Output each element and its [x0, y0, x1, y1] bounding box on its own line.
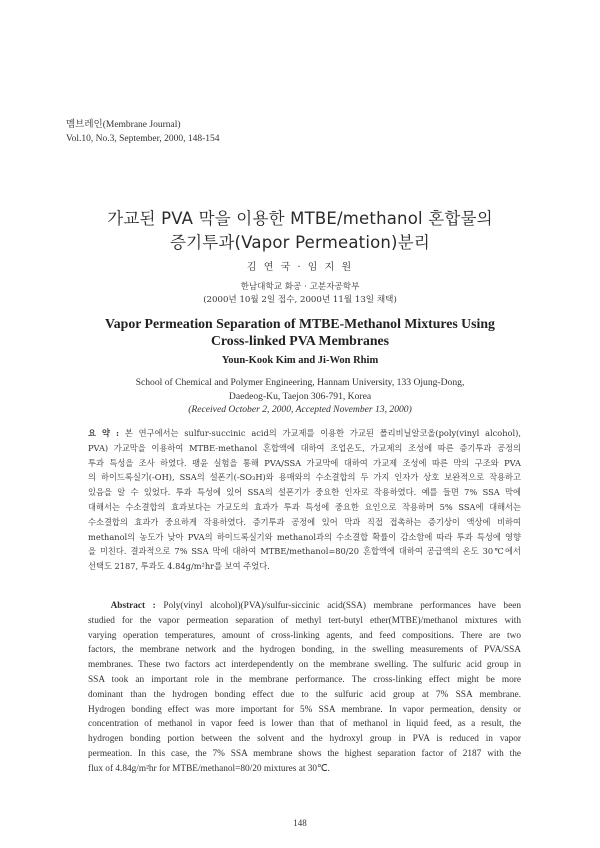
- page-number: 148: [293, 818, 307, 828]
- korean-authors: 김 연 국 · 임 지 원: [246, 262, 354, 273]
- english-abstract-line: Hydrogen bonding effect was more important for 5% SSA membrane. In vapor permeation, density or: [88, 704, 521, 715]
- english-received-date: (Received October 2, 2000, Accepted November 13, 2000): [188, 404, 412, 415]
- english-abstract-line: permeation. In this case, the 7% SSA membrane shows the highest separation factor of 2187 with the: [88, 748, 521, 759]
- journal-name: 멤브레인(Membrane Journal): [66, 120, 181, 130]
- korean-abstract: [88, 426, 521, 574]
- english-abstract-line: hydrogen bonding portion between the solvent and the hydroxyl group in PVA is reduced in vapor: [88, 734, 521, 745]
- korean-title-line-2: 증기투과(Vapor Permeation)분리: [170, 233, 430, 252]
- english-abstract-line: varying operation temperatures, amount of cross-linking agents, and feed compositions. There are two: [88, 630, 521, 641]
- korean-received-date: (2000년 10월 2일 접수, 2000년 11월 13일 채택): [203, 295, 397, 305]
- korean-abstract-label: 요 약 :: [88, 428, 120, 438]
- korean-abstract-line: 의 하이드록실기(-OH), SSA의 설폰기(-SO₃H)와 용매와의 수소결합의 두 가지 인자가 상호 보완적으로 작용하고: [88, 472, 521, 483]
- english-abstract-line: concentration of methanol in vapor feed is lower than that of methanol in liquid feed, as a result, the: [88, 719, 521, 730]
- english-authors: Youn-Kook Kim and Ji-Won Rhim: [221, 355, 379, 366]
- english-title-line-2: Cross-linked PVA Membranes: [210, 333, 390, 348]
- english-abstract-line: factors, the membrane network and the hydrogen bonding, in the swelling measurements of PVA/SSA: [88, 645, 521, 656]
- english-abstract-line: SSA took an important role in the membrane performance. The cross-linking effect might be more: [88, 674, 521, 685]
- korean-abstract-line: 투과 특성을 조사 하였다. 팽윤 실험을 통해 PVA/SSA 가교막에 대하여 가교제 조성에 따른 막의 구조와 PVA: [88, 457, 521, 468]
- english-abstract-line: Abstract : Poly(vinyl alcohol)(PVA)/sulfur-siccinic acid(SSA) membrane performances have been: [110, 601, 521, 611]
- korean-abstract-line: 수소결합의 효과가 중요하게 작용하였다. 증기투과 공정에 있어 막과 직접 접촉하는 증기상이 액상에 비하여: [88, 516, 521, 527]
- korean-abstract-line: 대해서는 수소결합의 효과보다는 가교도의 효과가 투과 특성에 중요한 요인으로 작용하며 5% SSA에 대해서는: [88, 501, 521, 512]
- english-abstract-line: studied for the vapor permeation separation of methyl tert-butyl ether(MTBE)/methanol mixtures with: [88, 615, 521, 626]
- english-abstract-label: Abstract :: [110, 601, 156, 611]
- journal-volume: Vol.10, No.3, September, 2000, 148-154: [66, 134, 220, 144]
- english-abstract-line: membranes. These two factors act interdependently on the membrane swelling. The sulfuric acid group in: [88, 660, 521, 671]
- korean-abstract-line: PVA) 가교막을 이용하여 MTBE-methanol 혼합액에 대하여 조업온도, 가교제의 조성에 따른 증기투과 공정의: [88, 442, 521, 453]
- english-affiliation-line-1: School of Chemical and Polymer Engineering, Hannam University, 133 Ojung-Dong,: [135, 377, 465, 388]
- korean-abstract-line: 을 미친다. 결과적으로 7% SSA 막에 대하여 MTBE/methanol=80/20 혼합액에 대하여 공급액의 온도 30℃에서: [88, 546, 521, 557]
- english-abstract-line: flux of 4.84g/m²hr for MTBE/methanol=80/20 mixtures at 30℃.: [88, 763, 330, 774]
- korean-abstract-line: 있음을 알 수 있었다. 투과 특성에 있어 SSA의 설폰기가 중요한 인자로 작용하였다. 예를 들면 7% SSA 막에: [88, 487, 521, 498]
- korean-abstract-line: 요 약 : 본 연구에서는 sulfur-succinic acid의 가교제를 이용한 가교된 폴리비닐알코올(poly(vinyl alcohol),: [88, 428, 521, 438]
- korean-abstract-line: methanol의 농도가 낮아 PVA의 하이드록실기와 methanol과의 수소결합 확률이 감소함에 따라 투과 특성에 영향: [88, 531, 521, 542]
- korean-affiliation: 한남대학교 화공 · 고분자공학부: [240, 282, 360, 292]
- korean-title-line-1: 가교된 PVA 막을 이용한 MTBE/methanol 혼합물의: [107, 209, 493, 228]
- english-affiliation-line-2: Daedeog-Ku, Taejon 306-791, Korea: [228, 391, 372, 402]
- english-title-line-1: Vapor Permeation Separation of MTBE-Methanol Mixtures Using: [105, 316, 495, 331]
- english-abstract-line: dominant than the hydrogen bonding effect due to the sulfuric acid group at 7% SSA membrane.: [88, 689, 521, 700]
- journal-info: [66, 118, 220, 146]
- korean-abstract-line: 선택도 2187, 투과도 4.84g/m²hr를 보여 주었다.: [88, 561, 270, 572]
- english-abstract: [88, 599, 521, 777]
